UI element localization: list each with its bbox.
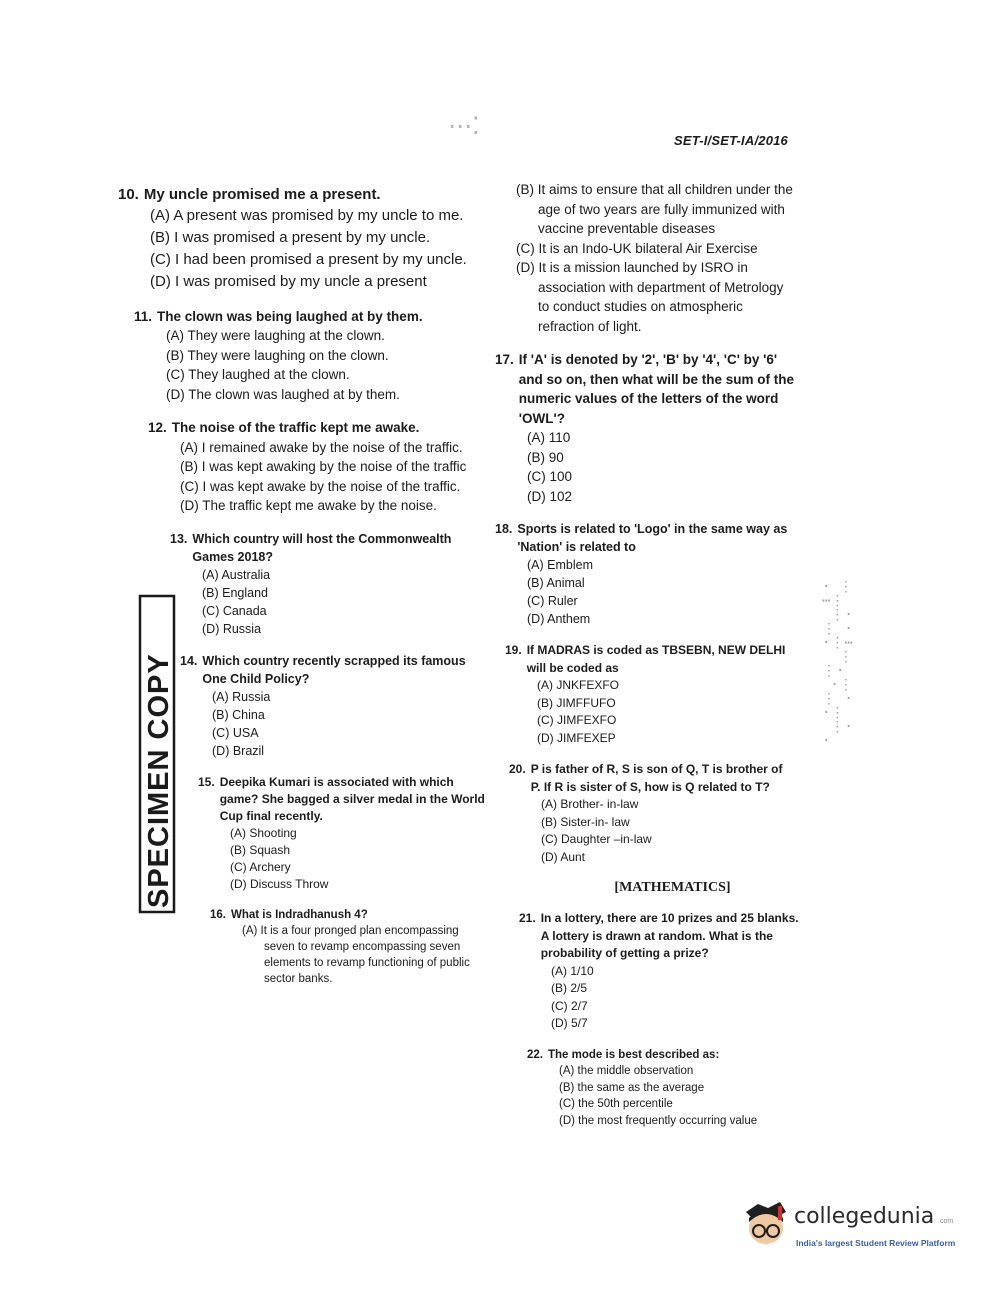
option: (D) The clown was laughed at by them. xyxy=(166,386,400,402)
question-number: 11. xyxy=(134,308,153,324)
option: (B) 2/5 xyxy=(551,981,588,995)
option: (A) I remained awake by the noise of the traffic. xyxy=(180,439,463,455)
brand-domain: .com xyxy=(938,1218,954,1225)
question-number: 18. xyxy=(495,522,513,536)
brand-tagline: India's largest Student Review Platform xyxy=(796,1238,956,1248)
option: (B) 90 xyxy=(527,449,564,465)
question-stem: The noise of the traffic kept me awake. xyxy=(171,420,420,435)
question-number: 10. xyxy=(118,186,139,203)
option: (A) Russia xyxy=(212,689,271,704)
question-number: 15. xyxy=(198,774,215,789)
option: (B) I was promised a present by my uncle. xyxy=(150,228,431,246)
question-number: 19. xyxy=(505,643,522,657)
question-number: 14. xyxy=(180,653,198,668)
question-16 xyxy=(210,907,490,987)
scan-smudge: ⋯⁚ xyxy=(448,113,480,140)
question-number: 21. xyxy=(519,911,536,925)
option: (B) Squash xyxy=(230,842,291,857)
question-stem: My uncle promised me a present. xyxy=(143,186,381,203)
option: (A) It is a four pronged plan encompassing seven to revamp encompassing seven elements to revamp functioning of public sector banks. xyxy=(242,924,470,985)
option: (A) They were laughing at the clown. xyxy=(166,328,385,343)
question-stem: In a lottery, there are 10 prizes and 25 blanks. A lottery is drawn at random. What is the probability of getting a prize? xyxy=(540,911,799,960)
option: (C) JIMFEXFO xyxy=(537,713,617,727)
question-number: 13. xyxy=(170,531,188,546)
question-stem: P is father of R, S is son of Q, T is brother of P. If R is sister of S, how is Q related to T? xyxy=(530,762,783,794)
question-18 xyxy=(495,520,795,628)
question-19 xyxy=(505,642,795,747)
option: (B) Sister-in- law xyxy=(541,814,630,829)
option: (D) I was promised by my uncle a present xyxy=(150,272,427,290)
question-number: 16. xyxy=(210,908,226,921)
option: (B) I was kept awaking by the noise of the traffic xyxy=(180,459,467,474)
question-13 xyxy=(170,530,488,638)
specimen-copy-stamp xyxy=(118,590,188,920)
question-21 xyxy=(519,910,799,1033)
option: (A) 1/10 xyxy=(551,963,594,978)
option: (C) They laughed at the clown. xyxy=(166,367,350,382)
option: (B) the same as the average xyxy=(559,1081,705,1094)
option: (A) JNKFEXFO xyxy=(537,678,620,692)
option: (A) Brother- in-law xyxy=(541,797,639,811)
option: (D) Aunt xyxy=(541,849,586,864)
option: (D) 5/7 xyxy=(551,1016,588,1030)
brand-name: collegedunia xyxy=(794,1204,935,1229)
option: (D) 102 xyxy=(527,488,573,504)
question-22 xyxy=(527,1047,797,1130)
question-stem: If MADRAS is coded as TBSEBN, NEW DELHI will be coded as xyxy=(526,643,786,675)
option: (D) JIMFEXEP xyxy=(537,730,616,745)
question-stem: Deepika Kumari is associated with which game? She bagged a silver medal in the World Cup final recently. xyxy=(219,774,485,823)
question-20 xyxy=(509,761,795,866)
paper-code-header: SET-I/SET-IA/2016 xyxy=(674,133,788,148)
question-12 xyxy=(148,418,488,516)
question-16-continued xyxy=(500,180,795,336)
question-17 xyxy=(495,350,795,506)
option: (C) the 50th percentile xyxy=(559,1098,673,1110)
option: (C) 2/7 xyxy=(551,998,588,1013)
question-number: 12. xyxy=(148,420,167,435)
scan-noise: · ⋮ ⋯⋮ ⋮· ⋮ · ·⋮⋯ ⋮ ⋮· ·⋮ ⋮ · ·⋮ ⋮· · xyxy=(822,579,853,749)
option: (A) Shooting xyxy=(230,825,297,840)
option: (C) It is an Indo-UK bilateral Air Exercise xyxy=(516,240,758,256)
option: (B) They were laughing on the clown. xyxy=(166,347,389,363)
option: (C) USA xyxy=(212,725,259,740)
stamp-graphic xyxy=(118,590,188,920)
option: (D) the most frequently occurring value xyxy=(559,1114,758,1127)
option: (C) Canada xyxy=(202,603,267,618)
option: (B) It aims to ensure that all children under the age of two years are fully immunized with vaccine preventable diseases xyxy=(516,182,793,236)
question-stem: If 'A' is denoted by '2', 'B' by '4', 'C' by '6' and so on, then what will be the sum of the numeric values of the letters of the word 'OWL'? xyxy=(518,352,795,426)
option: (D) The traffic kept me awake by the noise. xyxy=(180,498,437,513)
option: (A) 110 xyxy=(527,430,571,445)
question-number: 20. xyxy=(509,762,526,776)
question-14 xyxy=(180,652,488,760)
question-11 xyxy=(134,307,488,405)
option: (C) 100 xyxy=(527,469,573,484)
option: (D) Anthem xyxy=(527,612,591,626)
option: (B) Animal xyxy=(527,576,585,590)
option: (D) Brazil xyxy=(212,743,265,758)
section-heading-mathematics: [MATHEMATICS] xyxy=(614,880,731,895)
option: (D) Russia xyxy=(202,621,262,636)
option: (B) JIMFFUFO xyxy=(537,695,616,710)
option: (C) Ruler xyxy=(527,594,578,608)
option: (A) the middle observation xyxy=(559,1065,694,1077)
option: (A) A present was promised by my uncle to me. xyxy=(150,206,464,224)
option: (C) I had been promised a present by my uncle. xyxy=(150,250,467,268)
stamp-text: SPECIMEN COPY xyxy=(143,653,175,908)
question-10 xyxy=(118,185,488,293)
option: (C) Archery xyxy=(230,859,291,874)
option: (B) China xyxy=(212,707,265,722)
question-number: 17. xyxy=(495,352,514,367)
option: (D) Discuss Throw xyxy=(230,876,329,891)
question-number: 22. xyxy=(527,1048,543,1061)
question-stem: Sports is related to 'Logo' in the same way as 'Nation' is related to xyxy=(517,522,788,554)
question-stem: Which country will host the Commonwealth Games 2018? xyxy=(192,531,452,564)
question-stem: The clown was being laughed at by them. xyxy=(157,308,423,324)
option: (B) England xyxy=(202,585,269,600)
question-15 xyxy=(198,774,488,893)
mascot-icon xyxy=(738,1198,794,1254)
collegedunia-logo[interactable] xyxy=(738,1198,968,1268)
question-stem: The mode is best described as: xyxy=(548,1048,720,1061)
question-stem: Which country recently scrapped its famous One Child Policy? xyxy=(202,653,466,686)
right-column xyxy=(495,180,799,1143)
option: (A) Emblem xyxy=(527,558,593,572)
option: (D) It is a mission launched by ISRO in association with department of Metrology to conduct studies on atmospheric refraction of light. xyxy=(516,260,784,334)
question-stem: What is Indradhanush 4? xyxy=(231,908,368,921)
option: (A) Australia xyxy=(202,567,271,582)
option: (C) I was kept awake by the noise of the traffic. xyxy=(180,478,461,494)
option: (C) Daughter –in-law xyxy=(541,832,652,846)
